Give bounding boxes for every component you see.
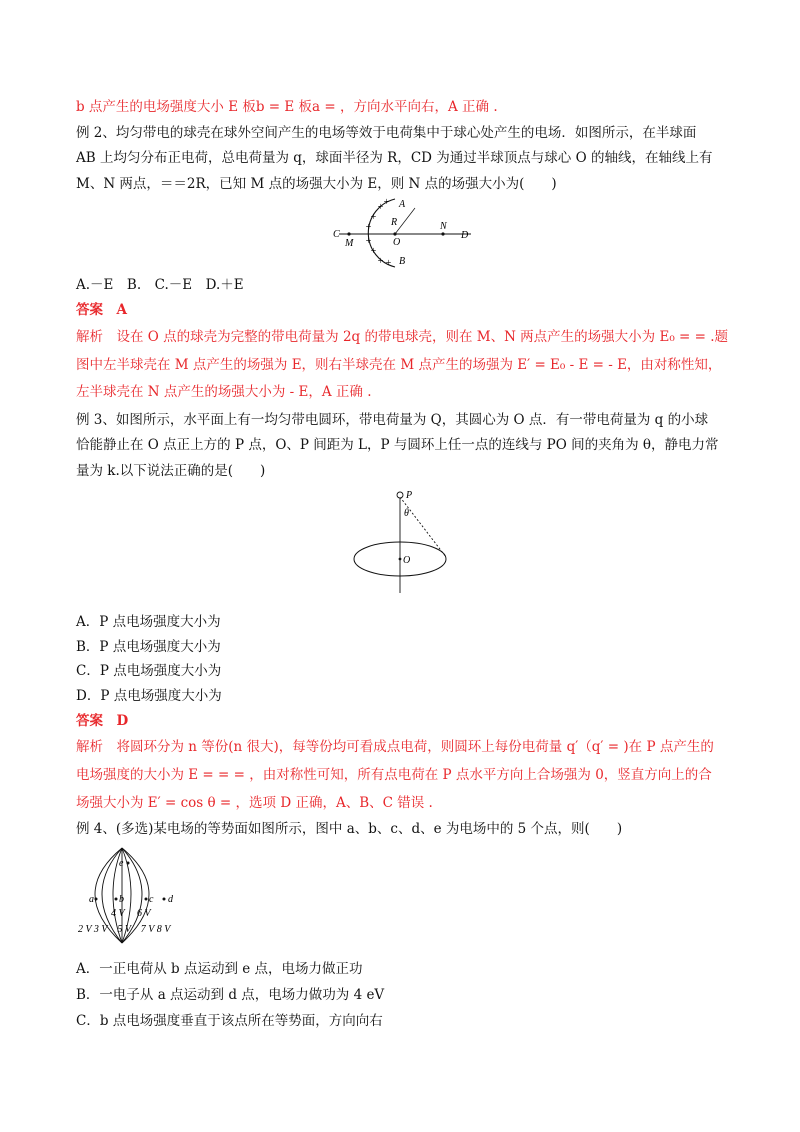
ex4-option-a: A．一正电荷从 b 点运动到 e 点，电场力做正功: [76, 961, 363, 977]
dashed-line: [400, 497, 446, 557]
ex3-analysis-1: 解析 将圆环分为 n 等份(n 很大)，每等份均可看成点电荷，则圆环上每份电荷量 q′（q′ = )在 P 点产生的: [76, 739, 714, 755]
ring-figure: [350, 485, 460, 595]
svg-text:+: +: [377, 202, 384, 213]
ex3-analysis-3: 场强大小为 E′ = cos θ = ，选项 D 正确，A、B、C 错误 .: [76, 795, 433, 811]
label-r: R: [391, 217, 398, 228]
ex4-line: 例 4、(多选)某电场的等势面如图所示，图中 a、b、c、d、e 为电场中的 5 个点，则( ): [76, 821, 623, 837]
svg-text:+: +: [370, 246, 377, 257]
ex3-option-d: D．P 点电场强度大小为: [76, 688, 222, 704]
label-p: P: [406, 490, 413, 501]
ex3-option-b: B．P 点电场强度大小为: [76, 639, 221, 655]
svg-text:+: +: [370, 212, 377, 223]
label-theta: θ: [404, 508, 409, 519]
svg-text:+: +: [385, 258, 392, 269]
center-o: [399, 558, 402, 561]
ex2-analysis-1: 解析 设在 O 点的球壳为完整的带电荷量为 2q 的带电球壳，则在 M、N 两点产生的场强大小为 E₀ = = .题: [76, 329, 729, 345]
intro-line: b 点产生的电场强度大小 E 板b = E 板a = ，方向水平向右，A 正确 .: [76, 99, 498, 115]
ex2-analysis-3: 左半球壳在 N 点产生的场强大小为 - E，A 正确 .: [76, 384, 372, 400]
label-o2: O: [403, 555, 411, 566]
point-m: [347, 232, 350, 235]
label-4v: 4 V: [111, 908, 125, 919]
ex2-options: A.－E B. C.－E D.＋E: [76, 277, 244, 293]
label-o: O: [393, 237, 401, 248]
ex3-analysis-2: 电场强度的大小为 E = = = ，由对称性可知，所有点电荷在 P 点水平方向上合场强为 0，竖直方向上的合: [76, 767, 712, 783]
ex3-line-1: 例 3、如图所示，水平面上有一均匀带电圆环，带电荷量为 Q，其圆心为 O 点．有一带电荷量为 q 的小球: [76, 412, 709, 428]
label-a4: a: [89, 894, 94, 905]
label-m: M: [345, 238, 354, 249]
label-b4: b: [119, 894, 124, 905]
label-n: N: [440, 221, 447, 232]
ex3-option-a: A．P 点电场强度大小为: [76, 614, 221, 630]
ex3-line-2: 恰能静止在 O 点正上方的 P 点，O、P 间距为 L，P 与圆环上任一点的连线与 PO 间的夹角为 θ，静电力常: [76, 437, 719, 453]
radius-line: [395, 208, 415, 234]
label-b: B: [399, 256, 406, 267]
ex2-line-3: M、N 两点，＝＝2R，已知 M 点的场强大小为 E，则 N 点的场强大小为( ): [76, 176, 557, 192]
label-c: C: [333, 229, 340, 240]
ex4-option-b: B．一电子从 a 点运动到 d 点，电场力做功为 4 eV: [76, 987, 385, 1003]
ex3-option-c: C．P 点电场强度大小为: [76, 663, 222, 679]
ex2-answer: 答案 A: [76, 302, 127, 318]
ex2-analysis-2: 图中左半球壳在 M 点产生的场强为 E，则右半球壳在 M 点产生的场强为 E′ = E₀ - E = - E，由对称性知，: [76, 357, 722, 373]
label-6v: 6 V: [137, 908, 151, 919]
ex3-answer: 答案 D: [76, 713, 129, 729]
svg-text:+: +: [377, 256, 384, 267]
ex3-line-3: 量为 k.以下说法正确的是( ): [76, 463, 266, 479]
label-a: A: [399, 199, 406, 210]
svg-text:+: +: [365, 236, 372, 247]
ball-p: [397, 492, 403, 498]
label-e: e: [119, 858, 124, 869]
svg-text:+: +: [365, 222, 372, 233]
point-n: [441, 232, 444, 235]
label-d4: d: [168, 894, 173, 905]
svg-text:+: +: [383, 197, 390, 208]
label-c4: c: [149, 894, 154, 905]
equipotential-figure: [70, 843, 210, 948]
label-bottom-voltages: 2 V 3 V 5 V 7 V 8 V: [78, 924, 171, 935]
ex4-option-c: C．b 点电场强度垂直于该点所在等势面，方向向右: [76, 1013, 383, 1029]
ex2-line-2: AB 上均匀分布正电荷，总电荷量为 q，球面半径为 R，CD 为通过半球顶点与球心 O 的轴线，在轴线上有: [76, 150, 713, 166]
point-o: [393, 232, 396, 235]
ex2-line-1: 例 2、均匀带电的球壳在球外空间产生的电场等效于电荷集中于球心处产生的电场．如图所示，在半球面: [76, 125, 697, 141]
label-d: D: [461, 230, 469, 241]
hemisphere-figure: [325, 196, 485, 270]
